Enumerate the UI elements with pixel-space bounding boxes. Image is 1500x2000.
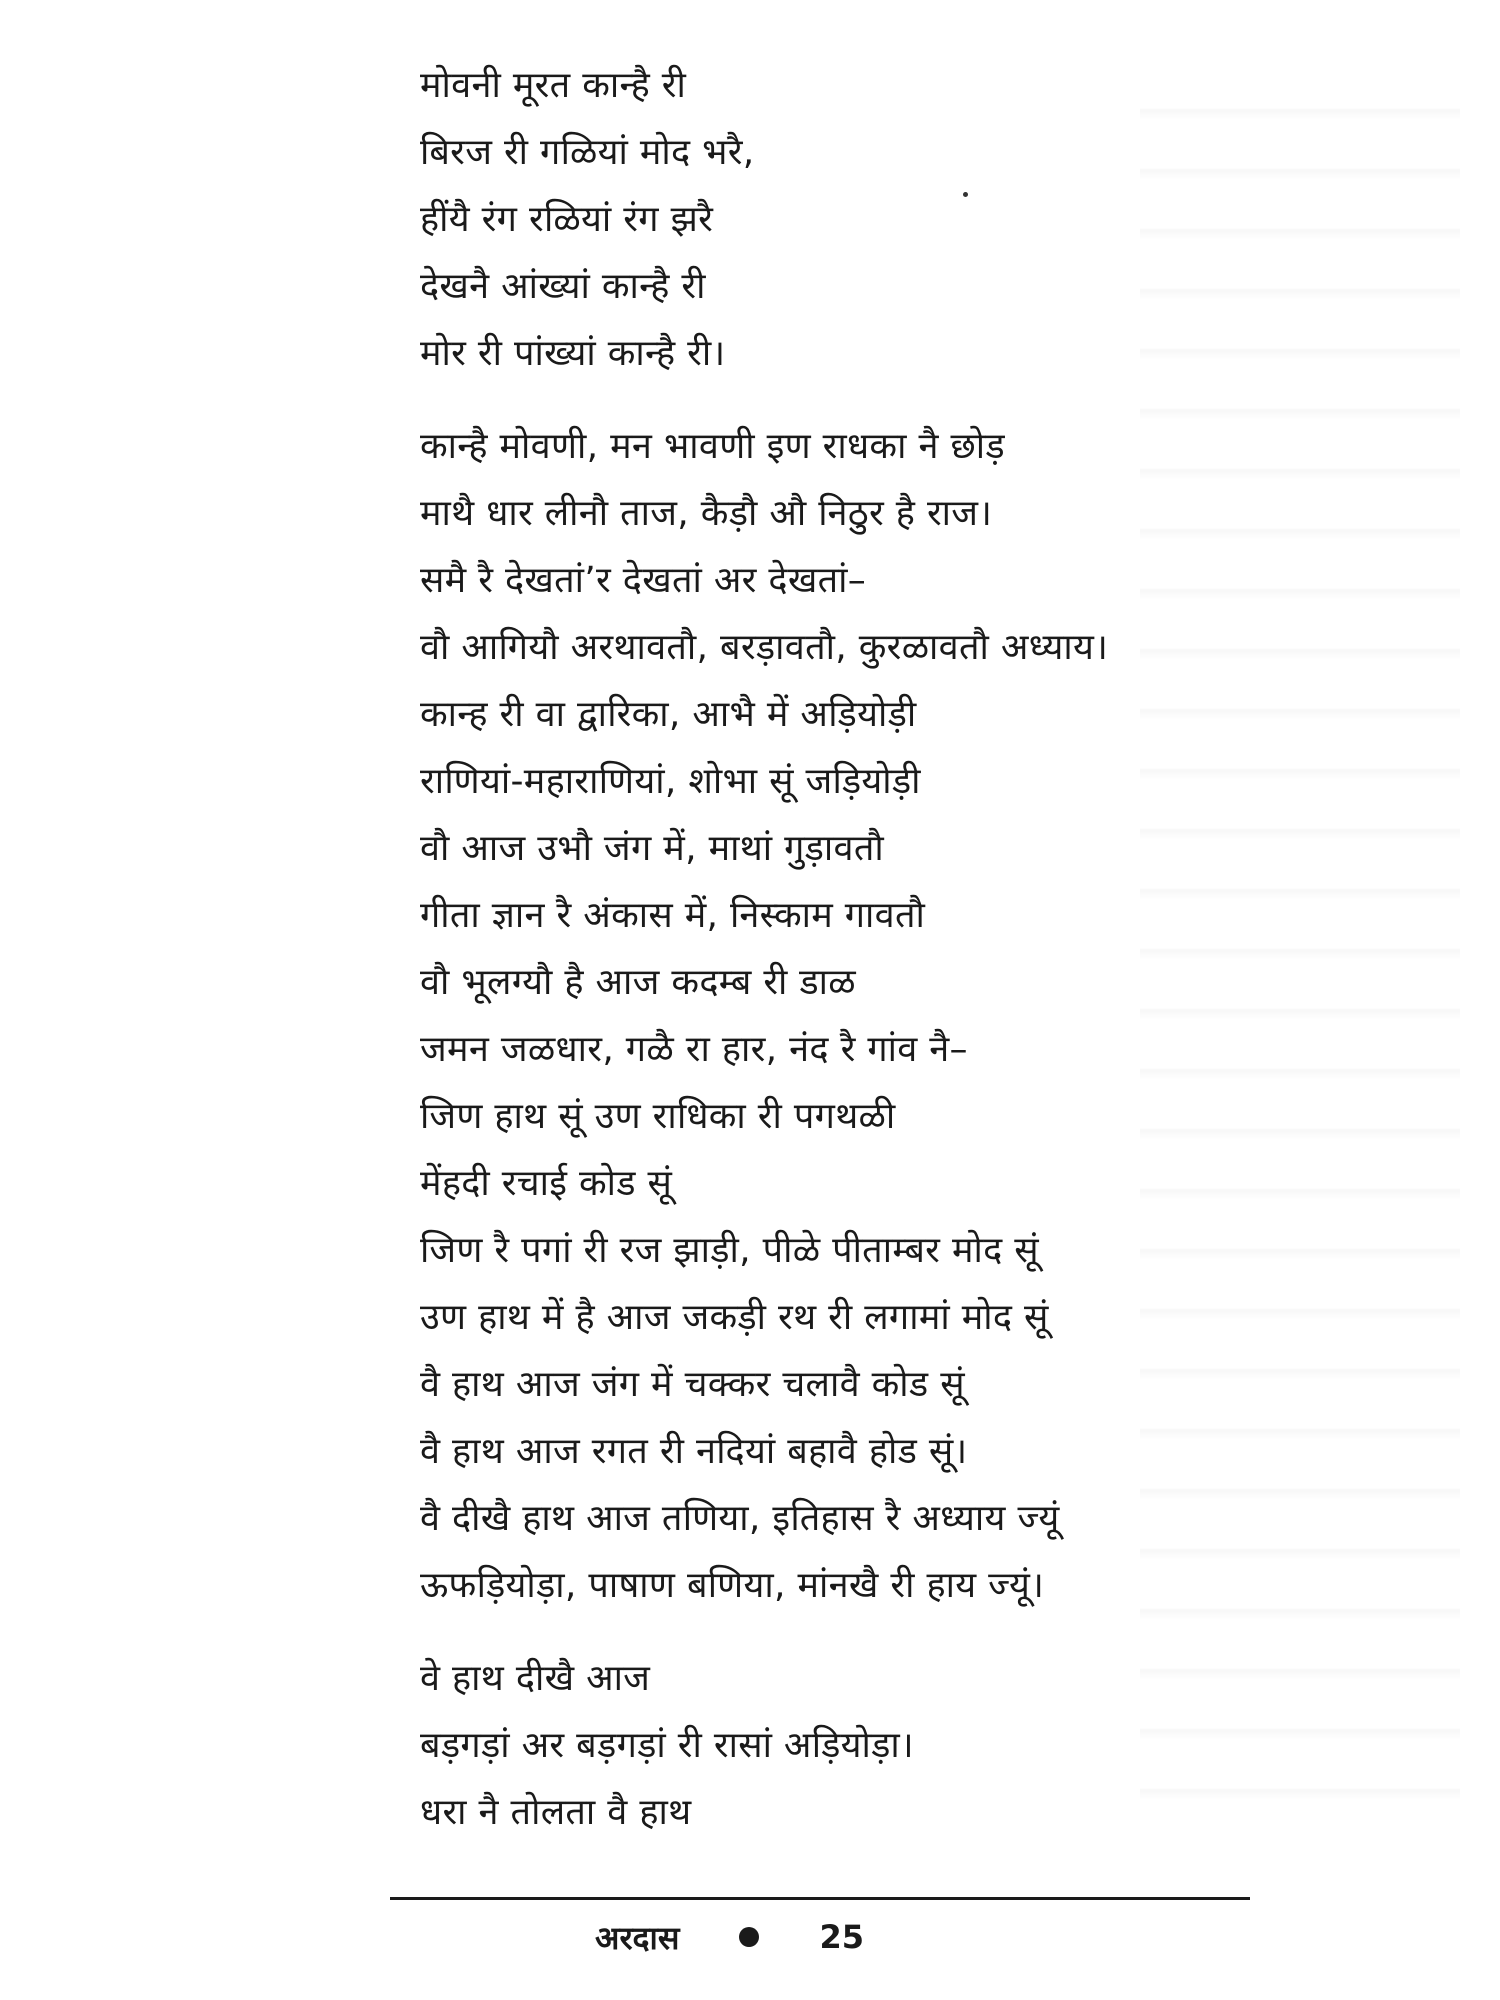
poem-body: [420, 52, 1270, 1846]
poem-line: समै रै देखतां’र देखतां अर देखतां–: [420, 560, 867, 601]
poem-line: देखनै आंख्यां कान्है री: [420, 266, 706, 307]
poem-line: मेंहदी रचाई कोड सूं: [420, 1163, 673, 1204]
poem-line: कान्ह री वा द्वारिका, आभै में अड़ियोड़ी: [420, 694, 917, 735]
poem-line: धरा नै तोलता वै हाथ: [420, 1792, 692, 1833]
poem-line: ऊफड़ियोड़ा, पाषाण बणिया, मांनखै री हाय ज्यूं।: [420, 1565, 1045, 1606]
poem-line: उण हाथ में है आज जकड़ी रथ री लगामां मोद सूं: [420, 1297, 1049, 1338]
poem-line: जिण रै पगां री रज झाड़ी, पीळे पीताम्बर मोद सूं: [420, 1230, 1039, 1271]
poem-line: वै हाथ आज रगत री नदियां बहावै होड सूं।: [420, 1431, 968, 1472]
poem-line: वौ आज उभौ जंग में, माथां गुड़ावतौ: [420, 828, 885, 869]
poem-line: वे हाथ दीखै आज: [420, 1658, 651, 1699]
stanza-2: [420, 413, 1270, 1619]
bullet-icon: [739, 1927, 759, 1947]
stanza-3: [420, 1645, 1270, 1846]
poem-line: गीता ज्ञान रै अंकास में, निस्काम गावतौ: [420, 895, 926, 936]
stanza-1: [420, 52, 1270, 387]
poem-line: मोवनी मूरत कान्है री: [420, 65, 687, 106]
poem-line: वै दीखै हाथ आज तणिया, इतिहास रै अध्याय ज्यूं: [420, 1498, 1060, 1539]
poem-line: वै हाथ आज जंग में चक्कर चलावै कोड सूं: [420, 1364, 965, 1405]
poem-line: मोर री पांख्यां कान्है री।: [420, 333, 726, 374]
poem-line: कान्है मोवणी, मन भावणी इण राधका नै छोड़: [420, 426, 1005, 467]
footer-divider: [390, 1897, 1250, 1900]
poem-line: जिण हाथ सूं उण राधिका री पगथळी: [420, 1096, 896, 1137]
page-number: 25: [819, 1918, 864, 1956]
poem-line: हींयै रंग रळियां रंग झरै: [420, 199, 714, 240]
poem-line: बिरज री गळियां मोद भरै,: [420, 132, 755, 173]
poem-line: जमन जळधार, गळै रा हार, नंद रै गांव नै–: [420, 1029, 968, 1070]
book-title: अरदास: [595, 1918, 680, 1957]
poem-line: वौ भूलग्यौ है आज कदम्ब री डाळ: [420, 962, 856, 1003]
poem-line: वौ आगियौ अरथावतौ, बरड़ावतौ, कुरळावतौ अध्याय।: [420, 627, 1109, 668]
poem-line: राणियां-महाराणियां, शोभा सूं जड़ियोड़ी: [420, 761, 921, 802]
poem-line: माथै धार लीनौ ताज, कैड़ौ औ निठुर है राज।: [420, 493, 993, 534]
poem-line: बड़गड़ां अर बड़गड़ां री रासां अड़ियोड़ा।: [420, 1725, 914, 1766]
page-footer: [595, 1912, 864, 1962]
